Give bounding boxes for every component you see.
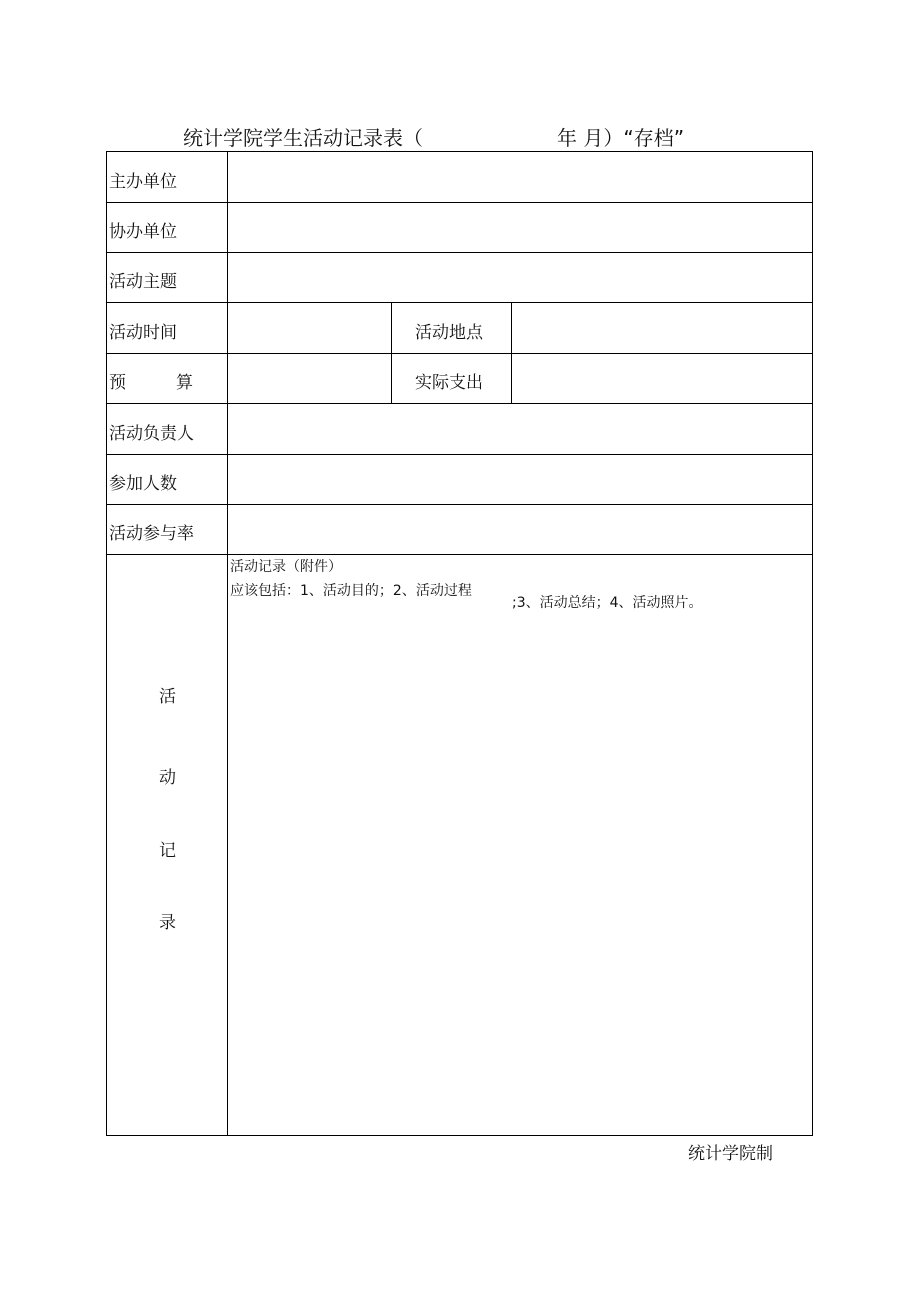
record-vertical-char: 活 bbox=[159, 687, 176, 707]
co-organizer-label: 协办单位 bbox=[109, 222, 177, 242]
record-vertical-char: 录 bbox=[159, 913, 176, 933]
organizer-label: 主办单位 bbox=[109, 172, 177, 192]
record-note: 应该包括：1、活动目的；2、活动过程 bbox=[230, 583, 472, 599]
row-divider bbox=[107, 202, 812, 203]
row-divider bbox=[107, 353, 812, 354]
location-label: 活动地点 bbox=[415, 323, 483, 343]
participation-rate-label: 活动参与率 bbox=[109, 524, 194, 544]
budget-label-char: 预 bbox=[109, 373, 126, 393]
row-divider bbox=[107, 403, 812, 404]
row-divider bbox=[107, 504, 812, 505]
form-title-date-archive: 年 月）“存档” bbox=[557, 126, 685, 150]
row-divider bbox=[107, 554, 812, 555]
row-divider bbox=[107, 252, 812, 253]
theme-label: 活动主题 bbox=[109, 272, 177, 292]
actual-expense-label: 实际支出 bbox=[415, 373, 483, 393]
footer-issuer: 统计学院制 bbox=[688, 1144, 773, 1164]
row-divider bbox=[107, 454, 812, 455]
record-vertical-char: 记 bbox=[159, 841, 176, 861]
record-vertical-char: 动 bbox=[159, 768, 176, 788]
form-title: 统计学院学生活动记录表（ bbox=[183, 126, 423, 150]
label-column-divider bbox=[227, 152, 228, 1135]
record-heading: 活动记录（附件） bbox=[230, 559, 342, 575]
time-label: 活动时间 bbox=[109, 323, 177, 343]
budget-label bbox=[109, 368, 193, 393]
activity-record-form bbox=[106, 151, 813, 1136]
mid-column-divider bbox=[511, 302, 512, 403]
budget-label-char: 算 bbox=[176, 373, 193, 393]
leader-label: 活动负责人 bbox=[109, 424, 194, 444]
row-divider bbox=[107, 302, 812, 303]
participants-label: 参加人数 bbox=[109, 474, 177, 494]
record-note-continued: ;3、活动总结；4、活动照片。 bbox=[512, 595, 703, 611]
mid-column-divider bbox=[391, 302, 392, 403]
